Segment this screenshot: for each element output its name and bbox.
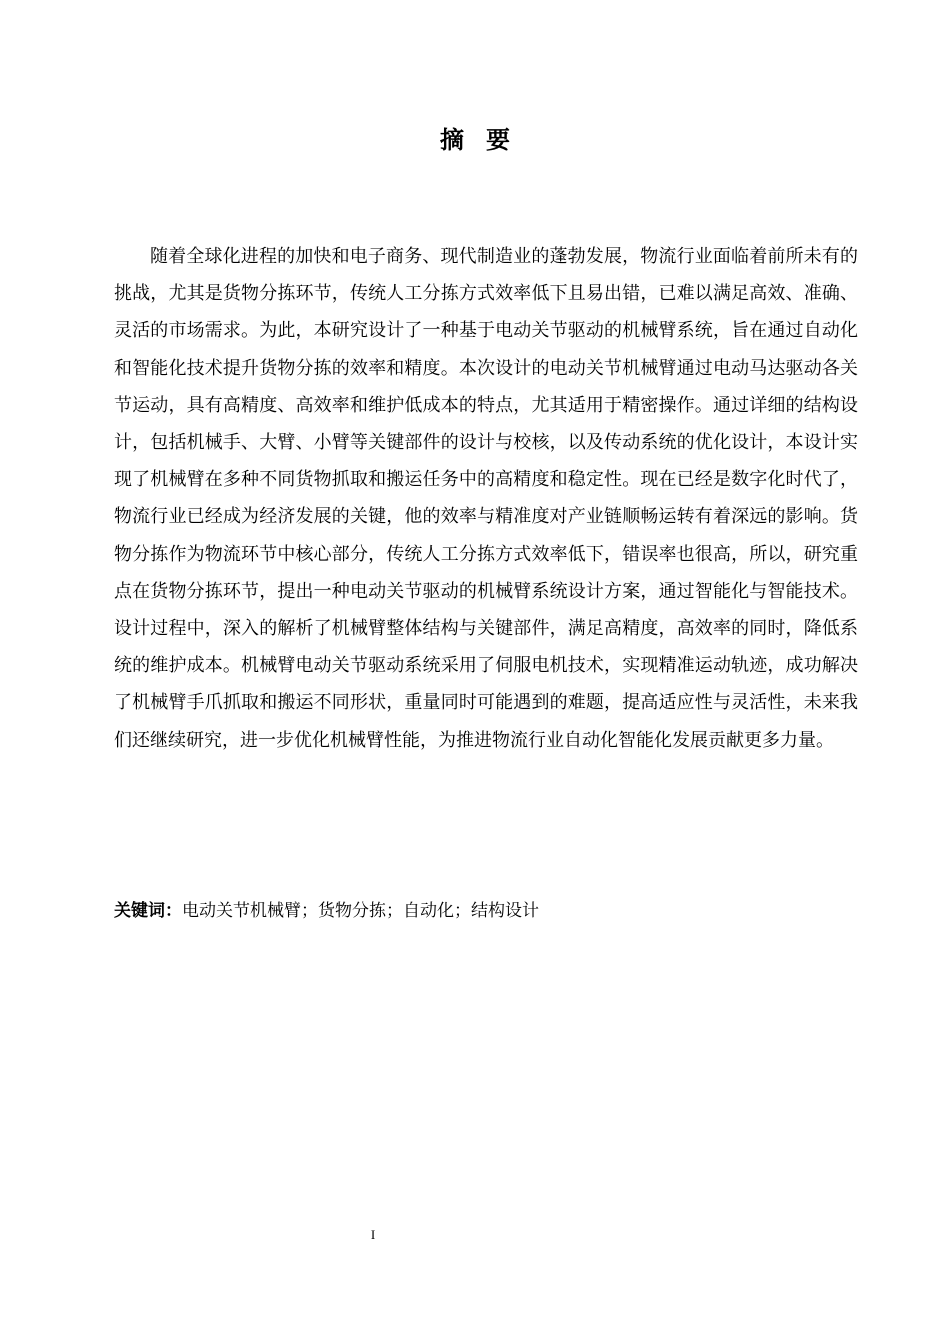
keywords-line — [114, 896, 858, 926]
keywords-value: 电动关节机械臂；货物分拣；自动化；结构设计 — [182, 901, 539, 921]
abstract-title: 摘要 — [440, 126, 532, 154]
abstract-paragraph: 随着全球化进程的加快和电子商务、现代制造业的蓬勃发展，物流行业面临着前所未有的挑战，尤其是货物分拣环节，传统人工分拣方式效率低下且易出错，已难以满足高效、准确、灵活的市场需求。为此，本研究设计了一种基于电动关节驱动的机械臂系统，旨在通过自动化和智能化技术提升货物分拣的效率和精度。本次设计的电动关节机械臂通过电动马达驱动各关节运动，具有高精度、高效率和维护低成本的特点，尤其适用于精密操作。通过详细的结构设计，包括机械手、大臂、小臂等关键部件的设计与校核，以及传动系统的优化设计，本设计实现了机械臂在多种不同货物抓取和搬运任务中的高精度和稳定性。现在已经是数字化时代了，物流行业已经成为经济发展的关键，他的效率与精准度对产业链顺畅运转有着深远的影响。货物分拣作为物流环节中核心部分，传统人工分拣方式效率低下，错误率也很高，所以，研究重点在货物分拣环节，提出一种电动关节驱动的机械臂系统设计方案，通过智能化与智能技术。设计过程中，深入的解析了机械臂整体结构与关键部件，满足高精度，高效率的同时，降低系统的维护成本。机械臂电动关节驱动系统采用了伺服电机技术，实现精准运动轨迹，成功解决了机械臂手爪抓取和搬运不同形状，重量同时可能遇到的难题，提高适应性与灵活性，未来我们还继续研究，进一步优化机械臂性能，为推进物流行业自动化智能化发展贡献更多力量。 — [114, 246, 858, 751]
keywords-label: 关键词： — [114, 901, 182, 921]
page-number: I — [370, 1227, 376, 1242]
